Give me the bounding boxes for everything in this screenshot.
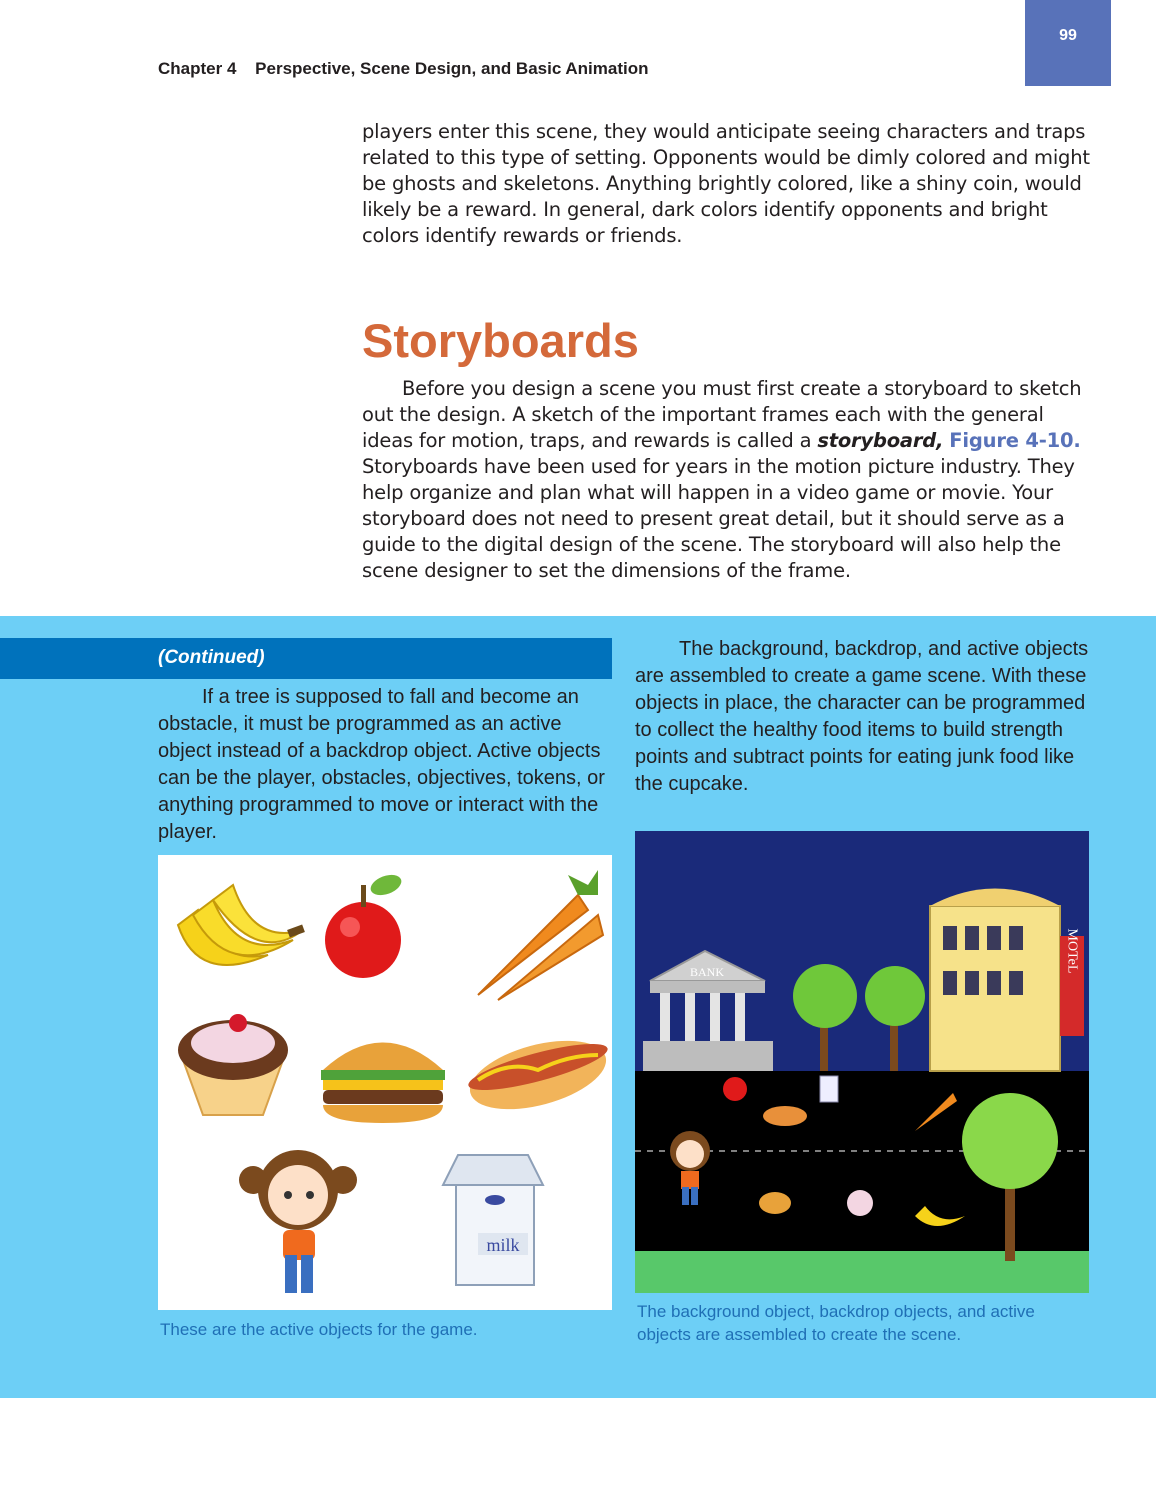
chapter-title: Perspective, Scene Design, and Basic Animation <box>255 59 649 78</box>
burger-icon <box>759 1192 791 1214</box>
running-head <box>158 59 649 79</box>
paragraph-text-start: Before you design a scene you must first create a storyboard to sketch out the design. A sketch of the important frames each with the general ideas for motion, traps, and rewards is called a <box>362 377 1082 452</box>
game-scene-illustration <box>635 831 1089 1293</box>
apple-icon <box>325 871 404 978</box>
continued-bar <box>0 638 612 679</box>
cupcake-icon <box>178 1014 288 1115</box>
storyboards-paragraph <box>362 376 1092 584</box>
sidebar-box <box>0 616 1156 1398</box>
chapter-label: Chapter 4 <box>158 59 237 78</box>
hotdog-icon <box>763 1106 807 1126</box>
milk-carton-icon <box>820 1076 838 1102</box>
sidebar-right-text: The background, backdrop, and active objects are assembled to create a game scene. With these objects in place, the character can be programmed to collect the healthy food items to build strength points and subtract points for eating junk food like the cupcake. <box>635 638 1089 795</box>
sidebar-left-text: If a tree is supposed to fall and become an obstacle, it must be programmed as an active object instead of a backdrop object. Active objects can be the player, obstacles, objectives, tokens, or anything programmed to move or interact with the player. <box>158 686 605 843</box>
hotdog-icon <box>463 1028 612 1122</box>
banana-icon <box>178 885 305 965</box>
assembled-scene-figure <box>635 831 1089 1293</box>
term-storyboard: storyboard, <box>817 429 944 452</box>
page-number-tab <box>1025 0 1111 86</box>
cupcake-icon <box>847 1190 873 1216</box>
active-objects-figure <box>158 855 612 1310</box>
milk-carton-icon <box>443 1155 543 1285</box>
bank-sign: BANK <box>689 965 725 979</box>
burger-icon <box>321 1043 445 1124</box>
left-figure-caption: These are the active objects for the game. <box>160 1320 478 1339</box>
motel-building-icon <box>930 889 1084 1072</box>
intro-paragraph: players enter this scene, they would anticipate seeing characters and traps related to this type of setting. Opponents would be dimly colored and might be ghosts and skeletons. Anything brightly colored, like a shiny coin, would likely be a reward. In general, dark colors identify opponents and bright colors identify rewards or friends. <box>362 120 1090 247</box>
figure-reference-link[interactable]: Figure 4-10. <box>949 429 1081 452</box>
page-number: 99 <box>1059 27 1077 44</box>
paragraph-text-end: Storyboards have been used for years in the motion picture industry. They help organize and plan what will happen in a video game or movie. Your storyboard does not need to present great detail, but it should serve as a guide to the digital design of the scene. The storyboard will also help the scene designer to set the dimensions of the frame. <box>362 455 1075 582</box>
milk-label: milk <box>486 1235 520 1255</box>
active-objects-illustration <box>158 855 612 1310</box>
carrot-icon <box>478 870 603 1000</box>
apple-icon <box>723 1077 747 1101</box>
continued-label: (Continued) <box>158 647 265 668</box>
right-figure-caption: The background object, backdrop objects, and active objects are assembled to create the scene. <box>637 1302 1035 1344</box>
section-title: Storyboards <box>362 314 639 367</box>
girl-character-icon <box>239 1150 357 1293</box>
motel-sign: MOTeL <box>1064 928 1080 974</box>
